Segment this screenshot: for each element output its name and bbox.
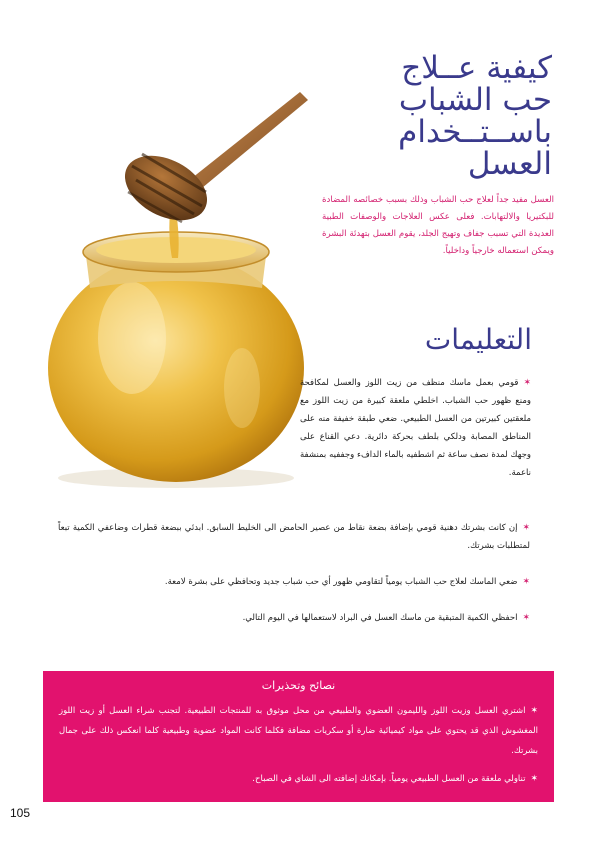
tip-text: اشتري العسل وزيت اللوز والليمون العضوي والطبيعي من محل موثوق به للمنتجات الطبيعية. لتجنب شراء العسل أو زيت اللوز المغشوش الذي قد يحتوي على مواد كيميائية ضارة أو سكريات مضافة فكلما كانت المواد عضوية وطبيعية كلما انعكس ذلك على جمال بشرتك. xyxy=(59,706,538,756)
instructions-heading: التعليمات xyxy=(424,323,532,356)
tip-item xyxy=(59,769,538,789)
page-number: 105 xyxy=(10,806,31,820)
honey-jar-image xyxy=(42,88,310,492)
title-line: العسل xyxy=(467,146,552,182)
star-bullet-icon: ✶ xyxy=(530,706,538,716)
star-bullet-icon: ✶ xyxy=(522,523,530,533)
instruction-text: إن كانت بشرتك دهنية قومي بإضافة بضعة نقاط من عصير الحامض الى الخليط السابق. ابدئي ببضعة قطرات وضاعفي الكمية تبعاً لمتطلبات بشرتك. xyxy=(58,523,530,551)
instruction-text: قومي بعمل ماسك منظف من زيت اللوز والعسل لمكافحة ومنع ظهور حب الشباب. اخلطي ملعقة كبيرة من زيت اللوز مع ملعقتين كبيرتين من العسل الطبيعي. ضعي طبقة خفيفة منه على المناطق المصابة ودلكي بلطف بحركة دائرية. دعي القناع على وجهك لمدة نصف ساعة ثم اشطفيه بالماء الدافء وجففيه بمنشفة ناعمة. xyxy=(300,378,531,478)
star-bullet-icon: ✶ xyxy=(523,378,531,388)
star-bullet-icon: ✶ xyxy=(522,577,530,587)
title-line: كيفية عــلاج xyxy=(401,50,552,86)
tip-item xyxy=(59,701,538,761)
title-line: حب الشباب xyxy=(398,82,552,118)
intro-paragraph: العسل مفيد جداً لعلاج حب الشباب وذلك بسبب خصائصه المضادة للبكتيريا والالتهابات. فعلى عكس العلاجات والوصفات الطبية العديدة التي تسبب جفاف وتهيج الجلد، يقوم العسل بتهدئة البشرة ويمكن استعماله خارجياً وداخلياً. xyxy=(322,195,554,256)
star-bullet-icon: ✶ xyxy=(522,613,530,623)
tips-list xyxy=(59,701,538,789)
instruction-item xyxy=(300,374,531,482)
instruction-item xyxy=(58,519,530,555)
instruction-text: احفظي الكمية المتبقية من ماسك العسل في البراد لاستعمالها في اليوم التالي. xyxy=(242,613,518,623)
tips-box xyxy=(43,671,554,802)
tip-text: تناولي ملعقة من العسل الطبيعي يومياً. بإمكانك إضافته الى الشاي في الصباح. xyxy=(252,774,526,784)
tips-title: نصائح وتحذيرات xyxy=(261,679,336,692)
star-bullet-icon: ✶ xyxy=(530,774,538,784)
instruction-item xyxy=(58,573,530,591)
instruction-item xyxy=(58,609,530,627)
page-title xyxy=(330,52,552,180)
title-line: باســتــخدام xyxy=(398,114,552,150)
instruction-text: ضعي الماسك لعلاج حب الشباب يومياً لتقاومي ظهور أي حب شباب جديد وتحافظي على بشرة لامعة. xyxy=(164,577,518,587)
